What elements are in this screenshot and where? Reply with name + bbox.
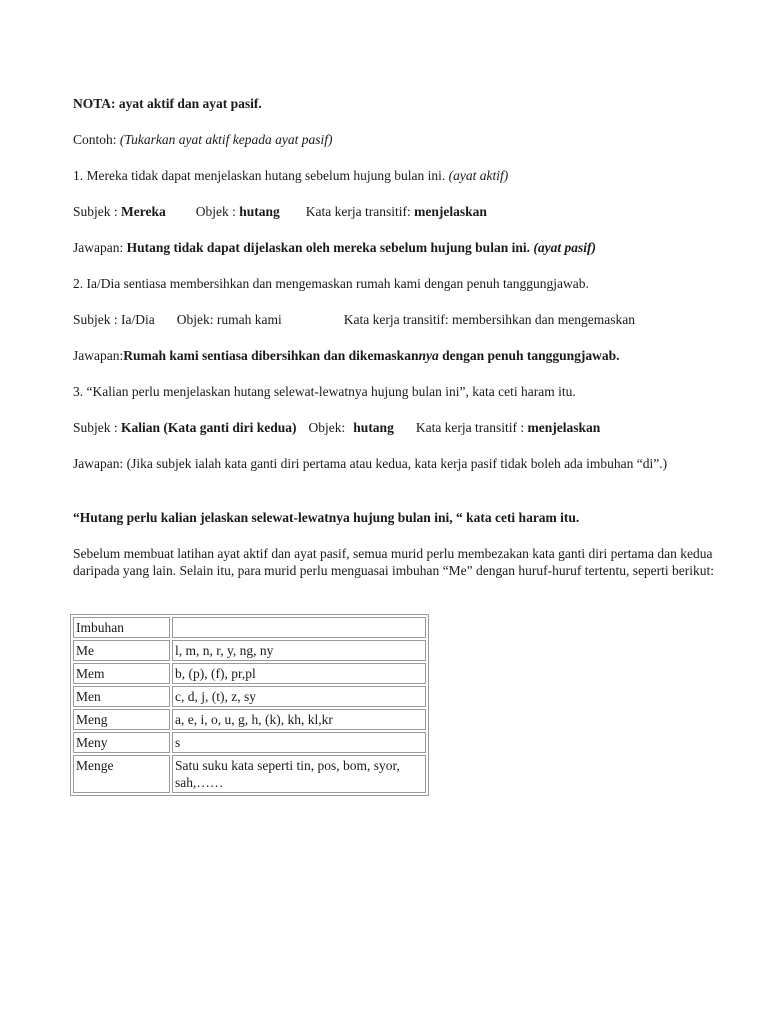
table-header-cell (172, 617, 426, 638)
table-cell: b, (p), (f), pr,pl (172, 663, 426, 684)
table-cell: Me (73, 640, 170, 661)
table-row (73, 755, 426, 793)
table-cell: s (172, 732, 426, 753)
example-3-sentence: 3. “Kalian perlu menjelaskan hutang selewat-lewatnya hujung bulan ini”, kata ceti haram itu. (73, 384, 576, 399)
table-cell: Men (73, 686, 170, 707)
imbuhan-table (70, 614, 429, 796)
table-header-cell: Imbuhan (73, 617, 170, 638)
example-1-answer: Jawapan: Hutang tidak dapat dijelaskan oleh mereka sebelum hujung bulan ini. (ayat pasif) (73, 240, 596, 255)
table-cell: c, d, j, (t), z, sy (172, 686, 426, 707)
table-row (73, 709, 426, 730)
table-row (73, 732, 426, 753)
table-header-row (73, 617, 426, 638)
table-cell: Meng (73, 709, 170, 730)
closing-paragraph: Sebelum membuat latihan ayat aktif dan ayat pasif, semua murid perlu membezakan kata ganti diri pertama dan kedua daripada yang lain. Selain itu, para murid perlu menguasai imbuhan “Me” dengan huruf-huruf tertentu, seperti berikut: (73, 546, 715, 578)
table-cell: Menge (73, 755, 170, 793)
table-cell: Satu suku kata seperti tin, pos, bom, syor, sah,…… (172, 755, 426, 793)
example-3-answer: “Hutang perlu kalian jelaskan selewat-lewatnya hujung bulan ini, “ kata ceti haram itu. (73, 510, 580, 525)
table-row (73, 663, 426, 684)
contoh-line: Contoh: (Tukarkan ayat aktif kepada ayat pasif) (73, 132, 333, 147)
example-2-answer: Jawapan:Rumah kami sentiasa dibersihkan dan dikemaskannya dengan penuh tanggungjawab. (73, 348, 620, 363)
example-1-sentence: 1. Mereka tidak dapat menjelaskan hutang sebelum hujung bulan ini. (ayat aktif) (73, 168, 509, 183)
example-1-parts: Subjek : Mereka Objek : hutang Kata kerja transitif: menjelaskan (73, 204, 487, 219)
table-cell: Meny (73, 732, 170, 753)
example-3-parts: Subjek : Kalian (Kata ganti diri kedua) Objek: hutang Kata kerja transitif : menjelaskan (73, 420, 601, 435)
table-row (73, 640, 426, 661)
table-cell: a, e, i, o, u, g, h, (k), kh, kl,kr (172, 709, 426, 730)
table-cell: l, m, n, r, y, ng, ny (172, 640, 426, 661)
page-heading: NOTA: ayat aktif dan ayat pasif. (73, 96, 262, 111)
table-row (73, 686, 426, 707)
example-3-note: Jawapan: (Jika subjek ialah kata ganti diri pertama atau kedua, kata kerja pasif tidak boleh ada imbuhan “di”.) (73, 456, 668, 471)
example-2-sentence: 2. Ia/Dia sentiasa membersihkan dan mengemaskan rumah kami dengan penuh tanggungjawab. (73, 276, 589, 291)
example-2-parts: Subjek : Ia/Dia Objek: rumah kami Kata kerja transitif: membersihkan dan mengemaskan (73, 312, 635, 327)
table-cell: Mem (73, 663, 170, 684)
